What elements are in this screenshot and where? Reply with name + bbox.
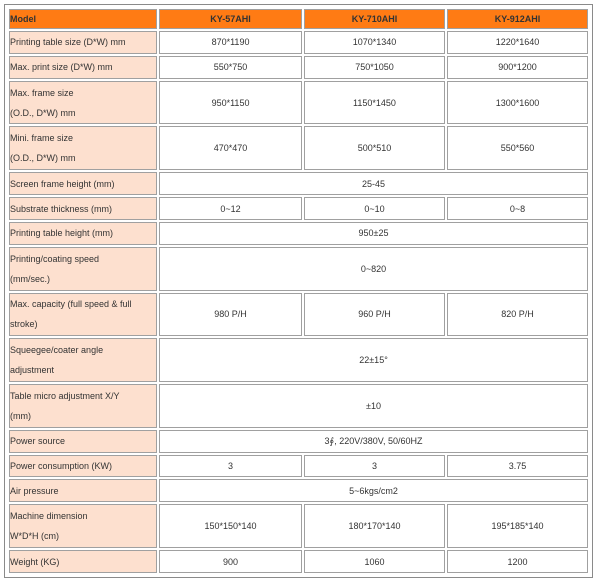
model-column-ky-912ahi: KY-912AHI [447,9,588,29]
model-column-ky-710ahi: KY-710AHI [304,9,445,29]
spec-value: 195*185*140 [447,504,588,548]
spec-value: 3 [159,455,302,478]
spec-value: 3 [304,455,445,478]
spec-label-line: Squeegee/coater angle [10,345,104,356]
spec-value: 870*1190 [159,31,302,54]
spec-label-line: stroke) [10,319,38,330]
spec-label-line: Printing table size (D*W) mm [10,37,126,48]
spec-label [9,81,157,125]
spec-row [9,56,588,79]
spec-value: 1220*1640 [447,31,588,54]
spec-row [9,338,588,382]
spec-row [9,455,588,478]
spec-row [9,550,588,573]
spec-label-line: (mm/sec.) [10,273,50,284]
spec-label-line: Max. capacity (full speed & full [10,299,132,310]
spec-row [9,504,588,548]
spec-value: 1200 [447,550,588,573]
spec-label [9,56,157,79]
model-column-ky-57ahi: KY-57AHI [159,9,302,29]
spec-label-line: Printing/coating speed [10,253,100,264]
spec-value-all-models: 22±15° [159,338,588,382]
spec-label-line: adjustment [10,365,55,376]
spec-label [9,31,157,54]
spec-label [9,455,157,478]
spec-value: 550*560 [447,126,588,170]
spec-row [9,293,588,337]
spec-value: 0~12 [159,197,302,220]
spec-value-all-models: 25-45 [159,172,588,195]
spec-value: 1060 [304,550,445,573]
spec-label-line: Max. frame size [10,87,74,98]
spec-label-line: Substrate thickness (mm) [10,203,113,214]
spec-row [9,81,588,125]
spec-value: 980 P/H [159,293,302,337]
spec-label [9,384,157,428]
spec-value-all-models: 950±25 [159,222,588,245]
spec-value-all-models: ±10 [159,384,588,428]
spec-value: 0~8 [447,197,588,220]
spec-value: 820 P/H [447,293,588,337]
spec-label [9,293,157,337]
spec-label-line: Power source [10,436,66,447]
spec-value: 0~10 [304,197,445,220]
spec-row [9,247,588,291]
spec-table [7,7,590,575]
spec-label [9,550,157,573]
spec-label-line: (mm) [10,410,31,421]
spec-value: 500*510 [304,126,445,170]
spec-label-line: (O.D., D*W) mm [10,107,76,118]
spec-row [9,197,588,220]
spec-value: 960 P/H [304,293,445,337]
spec-value: 900 [159,550,302,573]
spec-value: 950*1150 [159,81,302,125]
spec-table-body [9,31,588,573]
spec-label [9,504,157,548]
spec-value: 3.75 [447,455,588,478]
spec-label [9,479,157,502]
spec-label-line: Weight (KG) [10,556,60,567]
spec-row [9,222,588,245]
spec-label-line: Power consumption (KW) [10,461,113,471]
spec-value: 180*170*140 [304,504,445,548]
spec-label [9,338,157,382]
spec-table-frame [4,4,593,578]
spec-value: 150*150*140 [159,504,302,548]
spec-row [9,479,588,502]
spec-value: 1150*1450 [304,81,445,125]
spec-label [9,247,157,291]
spec-value: 550*750 [159,56,302,79]
spec-row [9,126,588,170]
spec-label [9,172,157,195]
spec-value-all-models: 0~820 [159,247,588,291]
spec-label-line: Printing table height (mm) [10,228,114,239]
spec-label-line: Screen frame height (mm) [10,178,115,189]
spec-label-line: Machine dimension [10,511,88,522]
spec-row [9,31,588,54]
spec-value: 750*1050 [304,56,445,79]
spec-label-line: Mini. frame size [10,133,74,144]
header-row [9,9,588,29]
spec-label-line: W*D*H (cm) [10,531,59,542]
spec-value: 470*470 [159,126,302,170]
spec-value: 1070*1340 [304,31,445,54]
spec-row [9,172,588,195]
spec-label [9,222,157,245]
spec-label-line: Max. print size (D*W) mm [10,62,113,73]
model-header: Model [9,9,157,29]
spec-label [9,197,157,220]
spec-value: 1300*1600 [447,81,588,125]
spec-label-line: (O.D., D*W) mm [10,153,76,164]
spec-label-line: Air pressure [10,485,59,496]
spec-value: 900*1200 [447,56,588,79]
spec-value-all-models: 3∮, 220V/380V, 50/60HZ [159,430,588,453]
spec-row [9,384,588,428]
spec-label-line: Table micro adjustment X/Y [10,390,120,401]
spec-value-all-models: 5~6kgs/cm2 [159,479,588,502]
spec-row [9,430,588,453]
spec-label [9,430,157,453]
spec-label [9,126,157,170]
